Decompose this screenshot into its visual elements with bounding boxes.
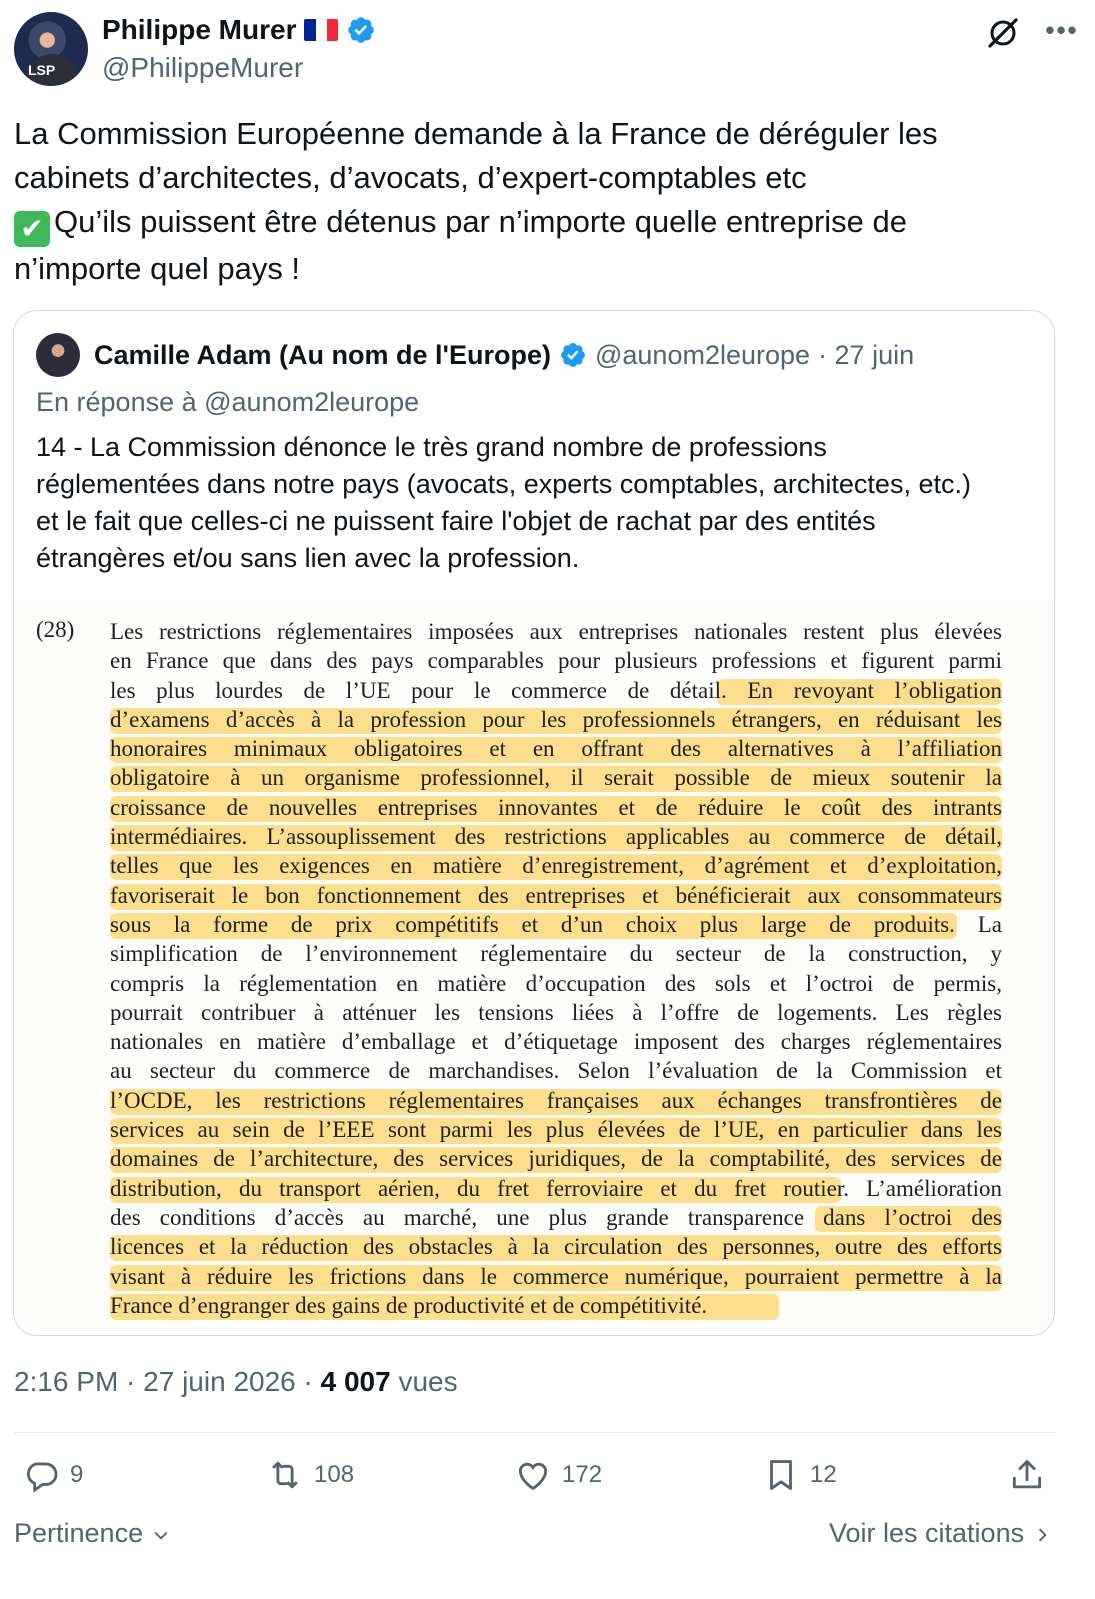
tweet-time-date[interactable]: 2:16 PM · 27 juin 2026 ·	[14, 1366, 321, 1397]
reply-icon	[22, 1456, 60, 1494]
document-line-text: au secteur du commerce de marchandises. Selon l’évaluation de la Commission et	[110, 1058, 1002, 1084]
views-label: vues	[390, 1366, 458, 1397]
document-excerpt-image[interactable]	[14, 601, 1054, 1331]
quoted-text-line: 14 - La Commission dénonce le très grand nombre de professions	[36, 432, 827, 462]
share-button[interactable]	[1008, 1456, 1046, 1494]
document-text-line	[110, 705, 1002, 734]
quoted-author-name[interactable]: Camille Adam (Au nom de l'Europe)	[94, 339, 551, 370]
tweet-line-text: Qu’ils puissent être détenus par n’importe quelle entreprise de	[54, 204, 907, 239]
document-line-text: favoriserait le bon fonctionnement des entreprises et bénéficierait aux consommateurs	[110, 882, 1002, 908]
tweet-line: cabinets d’architectes, d’avocats, d’expert-comptables etc	[14, 160, 807, 195]
document-line-text: des conditions d’accès au marché, une plus grande transparence dans l’octroi des	[110, 1204, 1002, 1230]
document-text-line	[110, 1056, 1002, 1085]
document-text-line	[110, 1115, 1002, 1144]
quoted-author-handle[interactable]: @aunom2leurope	[594, 339, 811, 370]
reply-button[interactable]	[22, 1456, 83, 1494]
document-text-line	[110, 1232, 1002, 1261]
document-line-text: visant à réduire les frictions dans le commerce numérique, pourraient permettre à la	[110, 1263, 1002, 1289]
document-line-text: en France que dans des pays comparables pour plusieurs professions et figurent parmi	[110, 648, 1002, 674]
document-text-line	[110, 734, 1002, 763]
like-button[interactable]	[514, 1456, 602, 1494]
tweet-line	[14, 200, 1074, 247]
repost-icon	[266, 1456, 304, 1494]
document-text-line	[110, 851, 1002, 880]
view-quotes-label: Voir les citations	[829, 1518, 1025, 1548]
sort-selector[interactable]	[14, 1518, 171, 1549]
reply-to-indicator[interactable]: En réponse à @aunom2leurope	[36, 387, 420, 417]
repost-button[interactable]	[266, 1456, 354, 1494]
verified-badge-icon[interactable]	[346, 15, 376, 45]
document-line-text: les plus lourdes de l’UE pour le commerce de détail. En revoyant l’obligation	[110, 677, 1002, 703]
avatar-logo-text: LSP	[28, 62, 56, 78]
document-line-text: licences et la réduction des obstacles à la circulation des personnes, outre des efforts	[110, 1234, 1002, 1260]
document-line-text: distribution, du transport aérien, du fret ferroviaire et du fret routier. L’amélioration	[110, 1175, 1002, 1201]
quoted-tweet-header	[36, 333, 914, 377]
document-text-line	[110, 1086, 1002, 1115]
document-text-line	[110, 1203, 1002, 1232]
document-text-line	[110, 1262, 1002, 1291]
view-quotes-link[interactable]	[829, 1518, 1052, 1549]
more-options-icon[interactable]: •••	[1045, 15, 1079, 45]
chevron-right-icon	[1032, 1525, 1052, 1545]
author-display-name[interactable]: Philippe Murer	[102, 14, 297, 45]
document-text-block	[110, 617, 1002, 1320]
document-line-text: l’OCDE, les restrictions réglementaires françaises aux échanges transfrontières de	[110, 1087, 1002, 1113]
document-line-text: domaines de l’architecture, des services juridiques, de la comptabilité, des services de	[110, 1146, 1002, 1172]
author-handle[interactable]: @PhilippeMurer	[102, 52, 304, 83]
document-text-line	[110, 998, 1002, 1027]
chevron-down-icon	[151, 1525, 171, 1545]
like-count: 172	[562, 1461, 603, 1488]
divider	[14, 1432, 1056, 1433]
document-text-line	[110, 822, 1002, 851]
flag-stripe-red	[327, 19, 338, 41]
tweet-text	[14, 112, 1074, 291]
document-text-line	[110, 646, 1002, 675]
document-text-line	[110, 793, 1002, 822]
document-text-line	[110, 1174, 1002, 1203]
tweet-header	[14, 12, 1082, 90]
document-line-text: France d’engranger des gains de productivité et de compétitivité.	[110, 1292, 708, 1318]
document-line-text: obligatoire à un organisme professionnel, il serait possible de mieux soutenir la	[110, 765, 1002, 791]
document-line-text: pourrait contribuer à atténuer les tensions liées à l’offre de logements. Les règles	[110, 999, 1002, 1025]
share-icon	[1008, 1456, 1046, 1494]
quoted-text-line: et le fait que celles-ci ne puissent faire l'objet de rachat par des entités	[36, 506, 876, 536]
document-line-text: croissance de nouvelles entreprises innovantes et de réduire le coût des intrants	[110, 794, 1002, 820]
quoted-text-line: étrangères et/ou sans lien avec la profession.	[36, 543, 580, 573]
check-mark-emoji-icon: ✔	[14, 211, 50, 247]
verified-badge-icon[interactable]	[559, 341, 587, 369]
quoted-author-avatar[interactable]	[36, 333, 80, 377]
document-text-line	[110, 763, 1002, 792]
document-line-text: simplification de l’environnement réglementaire du secteur de la construction, y	[110, 941, 1002, 967]
quoted-tweet-text	[36, 429, 1036, 577]
document-line-text: sous la forme de prix compétitifs et d’un choix plus large de produits. La	[110, 911, 1002, 937]
document-text-line	[110, 1144, 1002, 1173]
quoted-tweet-date[interactable]: · 27 juin	[818, 339, 915, 370]
document-text-line	[110, 617, 1002, 646]
action-bar	[14, 1452, 1064, 1504]
heart-icon	[514, 1456, 552, 1494]
france-flag-icon	[304, 19, 338, 41]
document-line-text: nationales en matière d’emballage et d’étiquetage imposent des charges réglementaires	[110, 1029, 1002, 1055]
paragraph-number: (28)	[36, 617, 75, 642]
document-line-text: compris la réglementation en matière d’occupation des sols et l’octroi de permis,	[110, 970, 1002, 996]
document-line-text: honoraires minimaux obligatoires et en offrant des alternatives à l’affiliation	[110, 736, 1002, 762]
sort-label: Pertinence	[14, 1518, 144, 1548]
repost-count: 108	[314, 1461, 355, 1488]
author-name-row	[102, 14, 376, 46]
bookmark-button[interactable]	[762, 1456, 837, 1494]
document-line-text: d’examens d’accès à la profession pour les professionnels étrangers, en réduisant les	[110, 706, 1002, 732]
document-text-line	[110, 881, 1002, 910]
tweet-timestamp	[14, 1366, 458, 1398]
flag-stripe-blue	[304, 19, 315, 41]
author-avatar[interactable]	[14, 12, 88, 86]
quoted-text-line: réglementées dans notre pays (avocats, experts comptables, architectes, etc.)	[36, 469, 971, 499]
document-text-line	[110, 1291, 1002, 1320]
flag-stripe-white	[316, 19, 327, 41]
document-line-text: services au sein de l’EEE sont parmi les plus élevées de l’UE, en particulier dans les	[110, 1117, 1002, 1143]
document-line-text: Les restrictions réglementaires imposées aux entreprises nationales restent plus élevées	[110, 619, 1002, 644]
document-text-line	[110, 676, 1002, 705]
reply-count: 9	[70, 1461, 84, 1488]
document-text-line	[110, 910, 1002, 939]
tweet-line: n’importe quel pays !	[14, 251, 301, 286]
tweet-line: La Commission Européenne demande à la France de déréguler les	[14, 116, 938, 151]
grok-icon[interactable]	[986, 16, 1020, 50]
bookmark-icon	[762, 1456, 800, 1494]
quoted-tweet-card[interactable]	[13, 310, 1055, 1336]
views-count: 4 007	[320, 1366, 391, 1397]
document-text-line	[110, 969, 1002, 998]
bookmark-count: 12	[810, 1461, 837, 1488]
document-line-text: telles que les exigences en matière d’enregistrement, d’agrément et d’exploitation,	[110, 853, 1002, 879]
document-text-line	[110, 939, 1002, 968]
document-text-line	[110, 1027, 1002, 1056]
document-line-text: intermédiaires. L’assouplissement des restrictions applicables au commerce de détail,	[110, 824, 1002, 850]
